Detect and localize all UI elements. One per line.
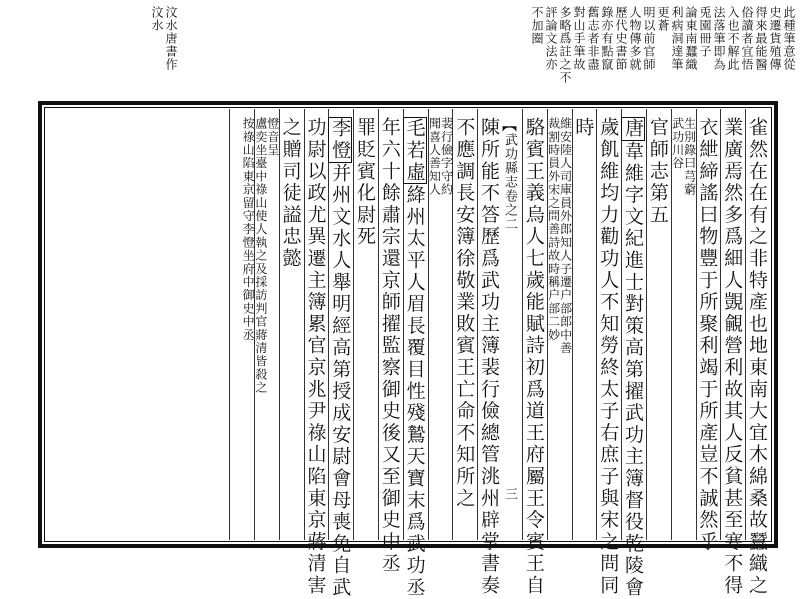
column-text: 衣紲締謠曰物豐于所聚利竭于所產豈不誠然乎	[696, 117, 719, 553]
annotation-right: 裴行儉字守約	[439, 117, 454, 197]
text-column	[477, 109, 502, 597]
text-column	[378, 109, 403, 575]
margin-gap	[178, 6, 529, 98]
person-name-head: 李憕	[329, 118, 352, 162]
margin-note: 評論文法亦	[544, 6, 558, 71]
margin-note: 法落筆即為	[712, 6, 726, 71]
column-text: 時	[572, 117, 595, 139]
column-text: 駱賓王義烏人七歲能賦詩初爲道王府屬王令賓王自	[522, 117, 545, 597]
annotation-right: 按祿山陷東京留守李憕坐府中御史中丞	[241, 117, 256, 342]
column-entry	[403, 117, 427, 599]
annotation-pair	[242, 117, 254, 341]
annotation-left: 武功川谷	[670, 117, 685, 170]
column-text: 之贈司徒謚忠懿	[279, 117, 302, 270]
margin-note: 兎園冊子	[698, 6, 712, 58]
margin-note: 論東南蠶織	[684, 6, 698, 71]
text-column	[279, 109, 304, 540]
column-text: 不應調長安簿徐敬業敗賓王亡命不知所之	[453, 117, 476, 510]
person-name-head: 唐	[622, 118, 645, 140]
fishtail-mark-icon: 【	[500, 117, 519, 133]
column-entry	[328, 117, 352, 599]
margin-note: 錄亦有點竄	[600, 6, 614, 71]
text-column	[621, 109, 646, 599]
column-text: 官師志第五	[646, 117, 669, 226]
annotation-left: 盧奕坐臺中祿山使人執之及採訪判官蔣清皆殺之	[253, 117, 268, 395]
column-entry	[621, 117, 645, 599]
margin-note: 明以前官師	[642, 6, 656, 71]
annotation-pair	[548, 117, 572, 355]
margin-note: 入也不解此	[726, 6, 740, 71]
text-column	[720, 109, 745, 597]
column-text: 年六十餘肅宗還京師擢監察御史後又至御史中丞	[378, 117, 401, 575]
person-name-head: 毛若虛	[403, 118, 426, 184]
column-text: 歲飢維均力勸功人不知勞終太子右庶子與宋之問同	[597, 117, 620, 597]
column-text: 絳州太平人眉長覆目性殘鷙天寶末爲武功丞	[403, 184, 426, 599]
margin-note: 多略爲註之不	[558, 6, 572, 84]
margin-note: 不加圈	[530, 6, 544, 45]
text-column	[254, 109, 279, 540]
annotation-right: 維安陸人司庫員外郎知人子遷户部郎中善	[558, 117, 573, 355]
center-strip	[502, 109, 522, 540]
text-column	[403, 109, 428, 599]
text-column	[452, 109, 477, 540]
annotation-pair	[672, 117, 696, 196]
margin-note: 對山手筆故	[572, 6, 586, 71]
text-column	[646, 109, 671, 540]
text-column	[304, 109, 329, 597]
margin-note: 史遷貨殖傳	[768, 6, 782, 71]
annotation-pair	[428, 117, 452, 196]
text-column	[328, 109, 353, 599]
column-text: 罪貶賓化尉死	[354, 117, 377, 248]
text-column	[745, 109, 770, 597]
text-columns	[50, 109, 770, 599]
text-column	[671, 109, 696, 540]
text-column	[428, 109, 453, 540]
margin-note: 汶水	[150, 6, 164, 32]
annotation-right: 憕音呈	[265, 117, 280, 157]
book-page	[38, 101, 778, 599]
center-fold-column	[502, 109, 522, 540]
text-column	[353, 109, 378, 540]
volume-title: 武功縣志卷之二	[502, 133, 518, 231]
margin-note: 俗讀者宜悟	[740, 6, 754, 71]
column-text: 并州文水人舉明經高第授成安尉會母喪免自武	[329, 162, 352, 599]
text-column	[522, 109, 547, 597]
margin-note: 利病洞達筆	[670, 6, 684, 71]
annotation-right: 生別錄曰芎藭	[682, 117, 697, 197]
margin-note: 此種筆意從	[782, 6, 796, 71]
margin-note: 舊志者非盡	[586, 6, 600, 71]
margin-note: 更蒼	[656, 6, 670, 32]
annotation-pair	[255, 117, 279, 394]
column-text: 韋維字文紀進士對策高第擢武功主簿督役乾陵會	[622, 140, 645, 599]
text-column	[696, 109, 721, 553]
margin-note: 歷代史書節	[614, 6, 628, 71]
annotation-left: 聞喜人善知人	[427, 117, 442, 197]
page-number: 三	[502, 487, 518, 500]
column-text: 功尉以政尤異遷主簿累官京兆尹祿山陷東京蔣清害	[304, 117, 327, 597]
text-column	[229, 109, 254, 540]
annotation-left: 裁割時員外宋之問善詩故時稱户部二妙	[546, 117, 561, 342]
margin-note: 汶水唐書作	[164, 6, 178, 71]
column-text: 業廣焉然多爲細人覬覦營利故其人反貧甚至寒不得	[721, 117, 744, 597]
top-margin-notes	[150, 6, 795, 98]
column-text: 陳所能不答歷爲武功主簿裴行儉總管洮州辟掌書奏	[478, 117, 501, 597]
column-text: 雀然在在有之非特產也地東南大宜木綿桑故蠶織之	[746, 117, 768, 597]
margin-note: 得來最能醫	[754, 6, 768, 71]
margin-note: 人物傳多就	[628, 6, 642, 71]
text-column	[572, 109, 597, 540]
text-column	[547, 109, 572, 540]
text-column	[596, 109, 621, 597]
